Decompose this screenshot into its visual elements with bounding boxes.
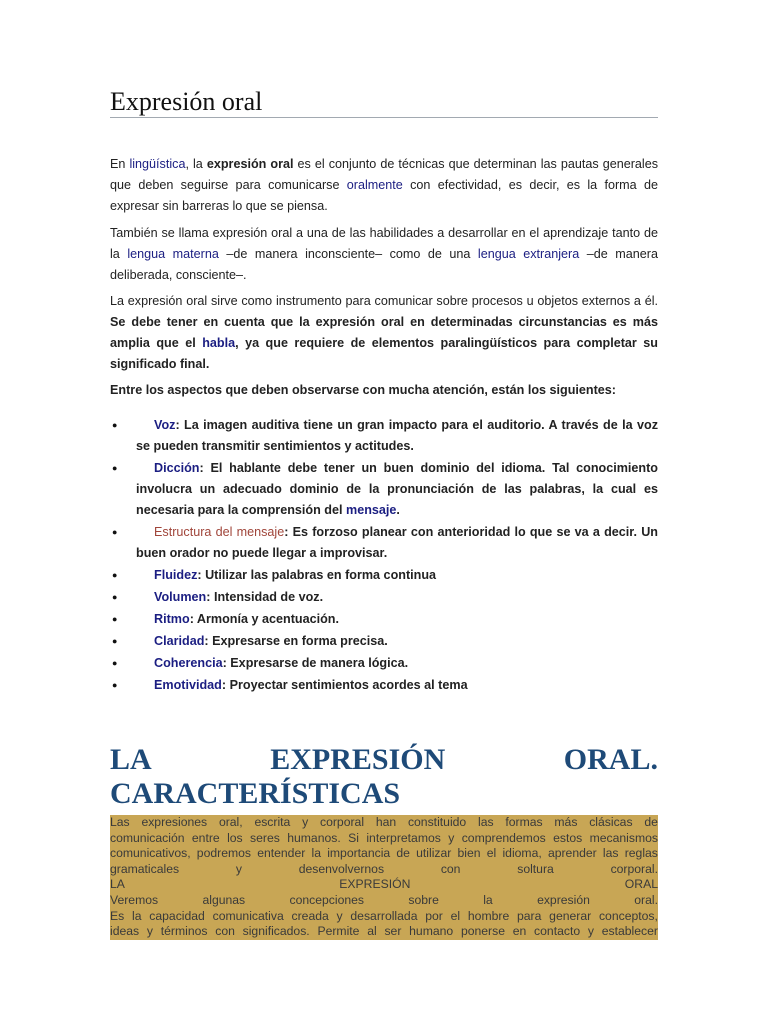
word: seres	[250, 830, 280, 845]
link-linguistica[interactable]: lingüística	[129, 157, 186, 171]
text: –de manera inconsciente– como de una	[218, 247, 478, 261]
aspects-list	[110, 415, 658, 697]
word: con	[215, 924, 235, 939]
word: más	[554, 815, 578, 829]
text: La expresión oral sirve como instrumento para comunicar sobre procesos u objetos externos a él.	[110, 294, 658, 308]
word: LA	[110, 877, 125, 892]
word: oral.	[634, 892, 658, 907]
aspect-item	[110, 458, 658, 521]
aspect-term-link[interactable]: Volumen	[154, 590, 207, 604]
aspect-description: : La imagen auditiva tiene un gran impacto para el auditorio. A través de la voz se pueden transmitir sentimientos y actitudes.	[136, 418, 658, 453]
text: es el conjunto de técnicas que determinan las pautas generales que deben seguirse para comunicarse	[110, 157, 659, 192]
aspect-term-link[interactable]: Emotividad	[154, 678, 222, 692]
word: Veremos	[110, 892, 159, 907]
section-heading-row1	[110, 743, 658, 777]
link-lengua-extranjera[interactable]: lengua extranjera	[477, 247, 580, 261]
heading-word: EXPRESIÓN	[270, 743, 446, 776]
bold-text: , ya que requiere de elementos paralingüísticos para completar su significado final.	[110, 336, 658, 371]
word: por	[425, 908, 443, 923]
bullet-icon: ●	[112, 636, 118, 646]
word: ORAL	[624, 877, 658, 892]
word: comunicativos,	[110, 846, 191, 861]
link-habla[interactable]: habla	[202, 336, 236, 350]
aspect-item	[110, 653, 658, 674]
aspect-item	[110, 675, 658, 696]
word: interpretamos	[366, 830, 441, 845]
word: sobre	[408, 892, 439, 907]
text: –de manera deliberada, consciente–.	[110, 247, 658, 282]
word: aprender	[547, 846, 597, 861]
highlighted-line	[110, 846, 658, 862]
word: ideas	[110, 924, 140, 939]
page-title: Expresión oral	[110, 87, 263, 116]
section-heading	[110, 743, 658, 811]
aspect-term-link[interactable]: Estructura del mensaje	[154, 525, 285, 539]
word: ponerse	[460, 924, 505, 939]
word: Las	[110, 815, 130, 829]
word: clásicas	[589, 815, 633, 829]
highlighted-line	[110, 924, 658, 940]
word: establecer	[601, 924, 658, 939]
aspect-item	[110, 609, 658, 630]
highlighted-line	[110, 831, 658, 847]
word: Si	[348, 830, 359, 845]
word: significados.	[242, 924, 310, 939]
word: para	[517, 908, 542, 923]
word: ser	[384, 924, 402, 939]
word: y	[235, 861, 242, 876]
word: humanos.	[287, 830, 341, 845]
bullet-icon: ●	[112, 420, 118, 430]
word: el	[450, 908, 461, 923]
word: concepciones	[289, 892, 365, 907]
word: comunicativa	[212, 908, 284, 923]
heading-word: ORAL.	[563, 743, 658, 776]
aspect-item	[110, 415, 658, 457]
highlighted-line	[110, 815, 658, 831]
highlighted-line	[110, 877, 658, 893]
intro-paragraph-4: Entre los aspectos que deben observarse con mucha atención, están los siguientes:	[110, 383, 617, 397]
intro-paragraph-1	[110, 154, 658, 217]
word: la	[132, 908, 142, 923]
bullet-icon: ●	[112, 527, 118, 537]
link-oralmente[interactable]: oralmente	[346, 178, 403, 192]
word: gramaticales	[110, 861, 180, 876]
text: También se llama expresión oral a una de las habilidades a desarrollar en el aprendizaje tanto de la	[110, 226, 658, 261]
aspect-term-link[interactable]: Coherencia	[154, 656, 223, 670]
text: .	[396, 503, 400, 517]
bullet-icon: ●	[112, 658, 118, 668]
aspect-item	[110, 631, 658, 652]
word: han	[375, 815, 397, 829]
aspect-description: : Armonía y acentuación.	[189, 612, 339, 626]
aspect-term-link[interactable]: Dicción	[154, 461, 200, 475]
title-divider	[110, 117, 658, 118]
word: corporal	[320, 815, 365, 829]
highlighted-line	[110, 909, 658, 925]
word: la	[483, 892, 493, 907]
word: y	[448, 830, 455, 845]
word: corporal.	[610, 861, 658, 876]
word: creada	[291, 908, 329, 923]
text: , la	[185, 157, 207, 171]
highlighted-line	[110, 862, 658, 878]
word: comunicación	[110, 830, 185, 845]
word: estos	[553, 830, 583, 845]
word: expresiones	[141, 815, 208, 829]
word: al	[367, 924, 377, 939]
text: En	[110, 157, 130, 171]
aspect-description: : Utilizar las palabras en forma continua	[197, 568, 437, 582]
word: soltura	[517, 861, 554, 876]
word: constituido	[407, 815, 467, 829]
bullet-icon: ●	[112, 680, 118, 690]
word: mecanismos	[589, 830, 658, 845]
aspect-description: : Expresarse en forma precisa.	[204, 634, 388, 648]
aspect-item	[110, 587, 658, 608]
word: Permite	[317, 924, 360, 939]
aspect-item	[110, 565, 658, 586]
bullet-icon: ●	[112, 463, 118, 473]
word: las	[602, 846, 619, 861]
aspect-description: : Expresarse de manera lógica.	[222, 656, 409, 670]
word: la	[311, 846, 321, 861]
word: las	[477, 815, 494, 829]
aspect-description: : El hablante debe tener un buen dominio del idioma. Tal conocimiento involucra un adecuado dominio de la pronunciación de las palabras, la cual es necesaria para la comprensión del	[136, 461, 658, 517]
highlighted-text-block	[110, 815, 658, 940]
aspect-term-link[interactable]: Voz	[154, 418, 176, 432]
aspect-description: : Intensidad de voz.	[206, 590, 324, 604]
intro-paragraph-2	[110, 223, 658, 286]
word: de	[644, 815, 658, 829]
word: oral,	[218, 815, 243, 829]
word: importancia	[327, 846, 391, 861]
word: conceptos,	[598, 908, 658, 923]
word: con	[440, 861, 461, 876]
bullet-icon: ●	[112, 570, 118, 580]
aspect-term-link[interactable]: Ritmo	[154, 612, 190, 626]
word: contacto	[534, 924, 581, 939]
bold-text: Se debe tener en cuenta que la expresión oral en determinadas circunstancias es más amplia que el	[110, 315, 658, 350]
aspect-item	[110, 522, 658, 564]
word: escrita	[254, 815, 291, 829]
word: y	[587, 924, 594, 939]
link-mensaje[interactable]: mensaje	[346, 503, 397, 517]
word: entre	[191, 830, 220, 845]
aspect-description: : Proyectar sentimientos acordes al tema	[221, 678, 468, 692]
word: hombre	[467, 908, 510, 923]
word: y	[302, 815, 309, 829]
word: capacidad	[149, 908, 205, 923]
word: desarrollada	[350, 908, 418, 923]
word: comprendemos	[461, 830, 546, 845]
bold-term: expresión oral	[206, 157, 294, 171]
section-heading-row2: CARACTERÍSTICAS	[110, 777, 401, 810]
word: de	[396, 846, 410, 861]
word: reglas	[624, 846, 658, 861]
bullet-icon: ●	[112, 592, 118, 602]
word: bien	[457, 846, 481, 861]
word: expresión	[537, 892, 590, 907]
text: con efectividad, es decir, es la forma de expresar sin barreras lo que se piensa.	[110, 178, 658, 213]
aspect-term-link[interactable]: Claridad	[154, 634, 205, 648]
word: y	[146, 924, 153, 939]
word: los	[227, 830, 243, 845]
word: desenvolvernos	[298, 861, 385, 876]
word: Es	[110, 908, 125, 923]
word: idioma,	[502, 846, 542, 861]
word: utilizar	[416, 846, 452, 861]
link-lengua-materna[interactable]: lengua materna	[127, 247, 219, 261]
word: formas	[505, 815, 543, 829]
highlighted-line	[110, 893, 658, 909]
word: generar	[549, 908, 592, 923]
word: algunas	[202, 892, 246, 907]
heading-word: LA	[110, 743, 152, 776]
aspect-term-link[interactable]: Fluidez	[154, 568, 198, 582]
word: en	[512, 924, 527, 939]
word: EXPRESIÓN	[339, 877, 411, 892]
word: el	[486, 846, 497, 861]
word: entender	[257, 846, 306, 861]
word: y	[336, 908, 343, 923]
word: términos	[160, 924, 208, 939]
intro-paragraph-3	[110, 291, 658, 375]
word: humano	[409, 924, 454, 939]
aspect-description: : Es forzoso planear con anterioridad lo que se va a decir. Un buen orador no puede llegar a improvisar.	[136, 525, 658, 560]
word: podremos	[196, 846, 251, 861]
bullet-icon: ●	[112, 614, 118, 624]
